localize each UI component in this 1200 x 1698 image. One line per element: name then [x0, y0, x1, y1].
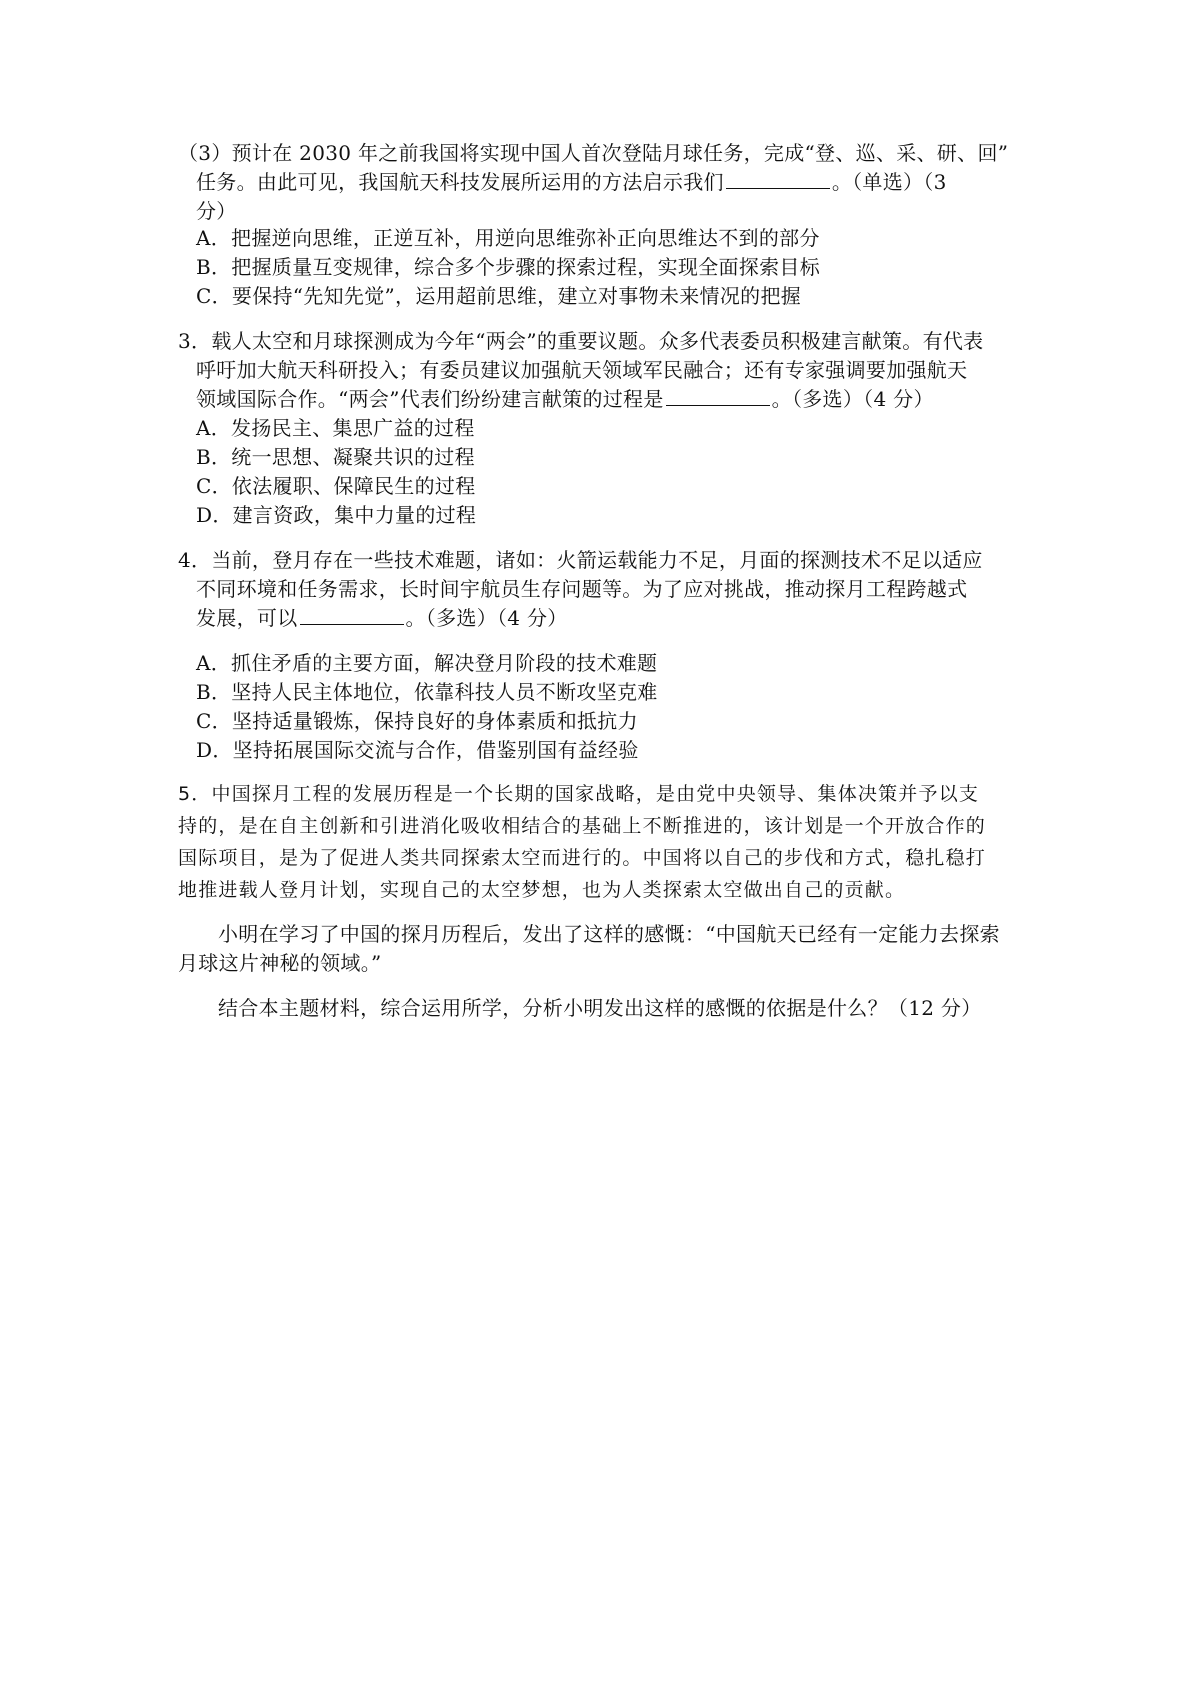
q4-line-3-post: 。（多选）（4 分）: [405, 606, 568, 630]
q2-3-line-2-post: 。（单选）（3: [831, 170, 947, 194]
answer-blank: [726, 168, 830, 189]
q2-3-line-1: （3）预计在 2030 年之前我国将实现中国人首次登陆月球任务，完成“登、巡、采、研、回”: [178, 141, 1009, 165]
q5-para2-line-1: 小明在学习了中国的探月历程后，发出了这样的感慨：“中国航天已经有一定能力去探索: [218, 922, 1000, 946]
q5-material-line-1: 5．中国探月工程的发展历程是一个长期的国家战略，是由党中央领导、集体决策并予以支: [178, 783, 980, 805]
q3-line-3: [196, 383, 934, 415]
q3-option-d: D．建言资政，集中力量的过程: [196, 503, 477, 527]
q3-line-3-post: 。（多选）（4 分）: [771, 387, 934, 411]
q2-3-option-c: C．要保持“先知先觉”，运用超前思维，建立对事物未来情况的把握: [196, 284, 802, 308]
q2-3-line-2-pre: 任务。由此可见，我国航天科技发展所运用的方法启示我们: [196, 170, 724, 194]
answer-blank: [666, 385, 770, 406]
answer-blank: [300, 604, 404, 625]
q4-line-1: 4．当前，登月存在一些技术难题，诸如：火箭运载能力不足，月面的探测技术不足以适应: [178, 548, 983, 572]
q2-3-line-3: 分）: [196, 199, 237, 223]
q2-3-option-b: B．把握质量互变规律，综合多个步骤的探索过程，实现全面探索目标: [196, 255, 820, 279]
q3-option-b: B．统一思想、凝聚共识的过程: [196, 445, 475, 469]
q2-3-option-a: A．把握逆向思维，正逆互补，用逆向思维弥补正向思维达不到的部分: [196, 226, 820, 250]
q4-option-b: B．坚持人民主体地位，依靠科技人员不断攻坚克难: [196, 680, 658, 704]
q3-line-2: 呼吁加大航天科研投入；有委员建议加强航天领域军民融合；还有专家强调要加强航天: [196, 358, 968, 382]
q4-line-3: [196, 602, 568, 634]
q5-material-line-4: 地推进载人登月计划，实现自己的太空梦想，也为人类探索太空做出自己的贡献。: [178, 879, 906, 901]
q4-option-d: D．坚持拓展国际交流与合作，借鉴别国有益经验: [196, 738, 639, 762]
q4-option-c: C．坚持适量锻炼，保持良好的身体素质和抵抗力: [196, 709, 638, 733]
q2-3-line-2: [196, 166, 947, 198]
q3-option-c: C．依法履职、保障民生的过程: [196, 474, 476, 498]
q4-line-2: 不同环境和任务需求，长时间宇航员生存问题等。为了应对挑战，推动探月工程跨越式: [196, 577, 968, 601]
q5-para2-line-2: 月球这片神秘的领域。”: [178, 951, 382, 975]
q4-line-3-pre: 发展，可以: [196, 606, 298, 630]
q5-question: 结合本主题材料，综合运用所学，分析小明发出这样的感慨的依据是什么？（12 分）: [218, 996, 982, 1020]
q3-line-3-pre: 领域国际合作。“两会”代表们纷纷建言献策的过程是: [196, 387, 664, 411]
q5-material-line-2: 持的，是在自主创新和引进消化吸收相结合的基础上不断推进的，该计划是一个开放合作的: [178, 815, 987, 837]
q5-material-line-3: 国际项目，是为了促进人类共同探索太空而进行的。中国将以自己的步伐和方式，稳扎稳打: [178, 847, 987, 869]
q4-option-a: A．抓住矛盾的主要方面，解决登月阶段的技术难题: [196, 651, 658, 675]
q3-option-a: A．发扬民主、集思广益的过程: [196, 416, 475, 440]
q3-line-1: 3．载人太空和月球探测成为今年“两会”的重要议题。众多代表委员积极建言献策。有代表: [178, 329, 984, 353]
